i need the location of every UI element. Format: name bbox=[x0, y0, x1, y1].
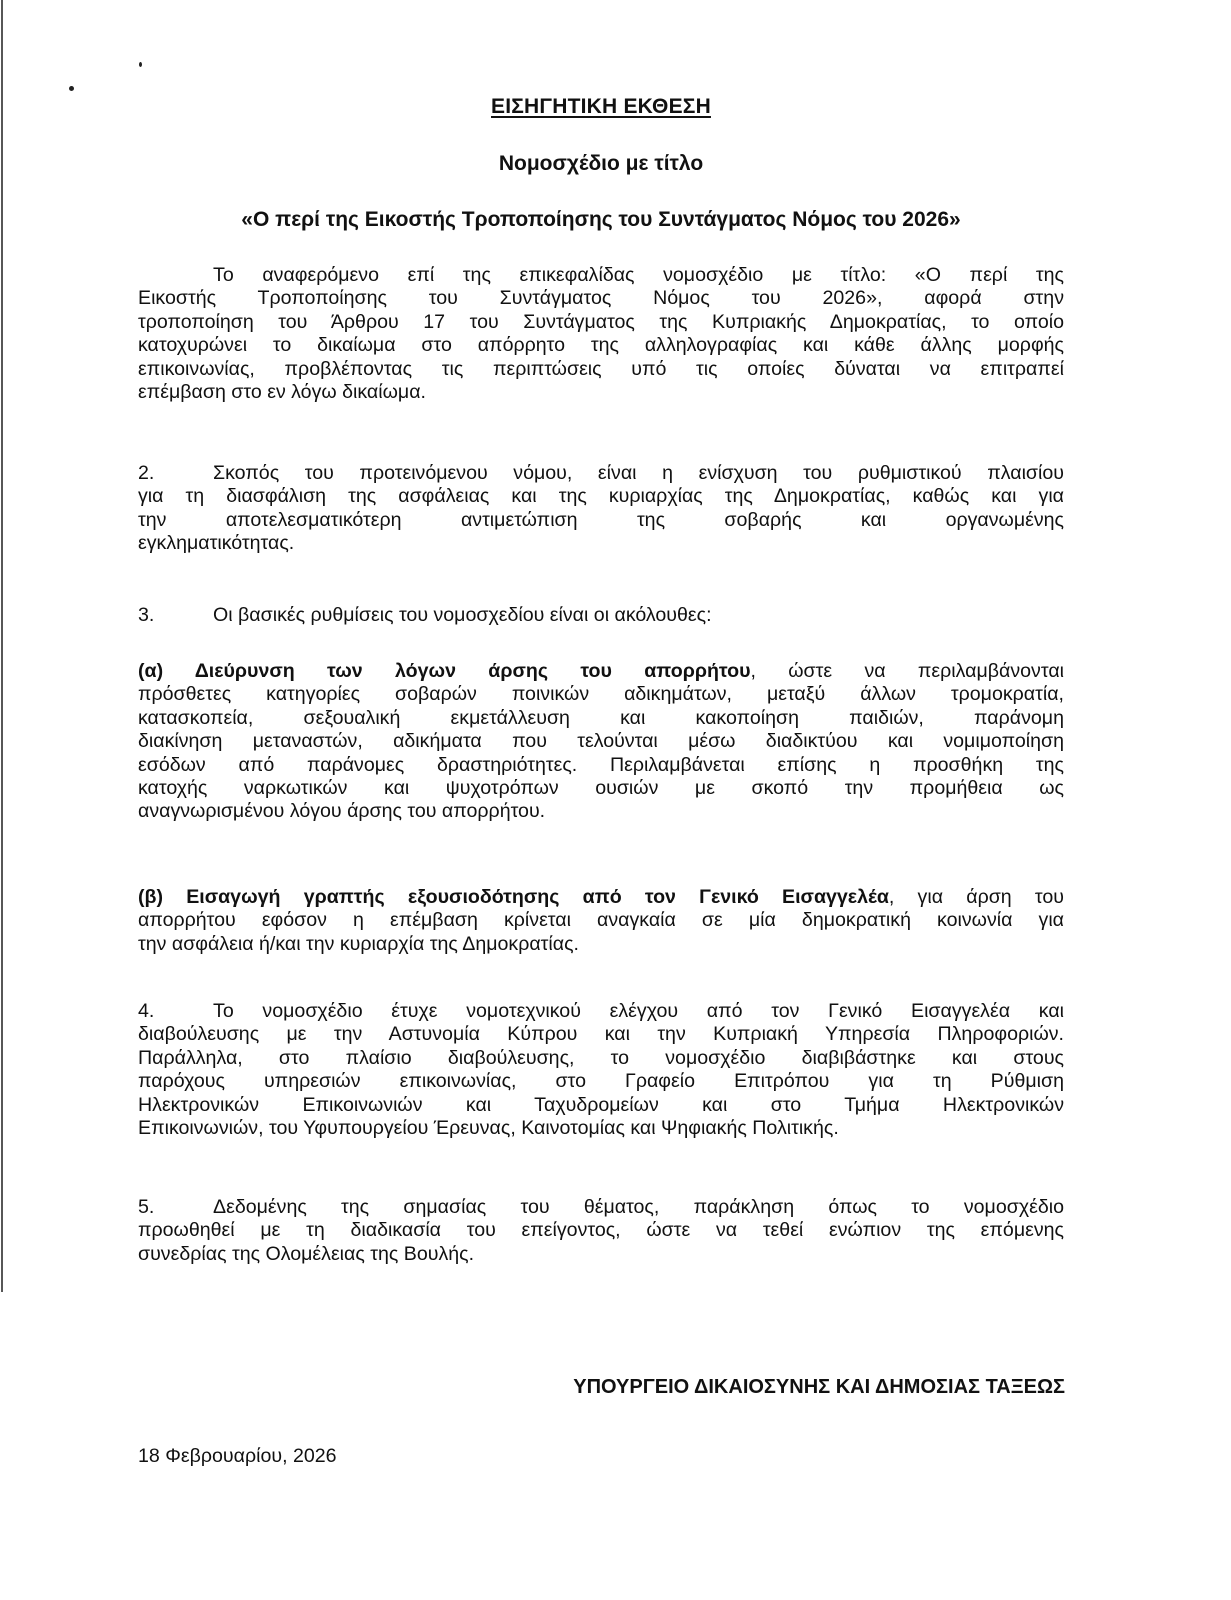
document-subheading: Νομοσχέδιο με τίτλο bbox=[498, 152, 704, 175]
subparagraph-a-lead: (α) Διεύρυνση των λόγων άρσης του απορρήτου bbox=[138, 660, 751, 682]
scan-speck bbox=[69, 86, 74, 91]
paragraph-line: παρόχους υπηρεσιών επικοινωνίας, στο Γραφείο Επιτρόπου για τη Ρύθμιση bbox=[138, 1070, 1064, 1093]
paragraph-line-text: Σκοπός του προτεινόμενου νόμου, είναι η ενίσχυση του ρυθμιστικού πλαισίου bbox=[213, 462, 1064, 484]
paragraph-line-text: , για άρση του bbox=[888, 886, 1064, 908]
subparagraph-b bbox=[138, 886, 1064, 956]
document-heading: ΕΙΣΗΓΗΤΙΚΗ ΕΚΘΕΣΗ bbox=[491, 95, 711, 118]
paragraph-line: για τη διασφάλιση της ασφάλειας και της κυριαρχίας της Δημοκρατίας, καθώς και για bbox=[138, 485, 1064, 508]
paragraph-line bbox=[138, 1000, 1064, 1023]
paragraph-line: Ηλεκτρονικών Επικοινωνιών και Ταχυδρομείων και στο Τμήμα Ηλεκτρονικών bbox=[138, 1093, 1064, 1116]
ministry-signature: ΥΠΟΥΡΓΕΙΟ ΔΙΚΑΙΟΣΥΝΗΣ ΚΑΙ ΔΗΜΟΣΙΑΣ ΤΑΞΕΩΣ bbox=[573, 1376, 1065, 1398]
paragraph-2 bbox=[138, 462, 1064, 556]
paragraph-line: Εικοστής Τροποποίησης του Συντάγματος Νόμος του 2026», αφορά στην bbox=[138, 287, 1064, 310]
scan-speck bbox=[139, 62, 142, 67]
paragraph-line bbox=[138, 604, 1064, 627]
paragraph-line: κατοχής ναρκωτικών και ψυχοτρόπων ουσιών με σκοπό την προμήθεια ως bbox=[138, 776, 1064, 799]
paragraph-line: Το αναφερόμενο επί της επικεφαλίδας νομοσχέδιο με τίτλο: «Ο περί της bbox=[213, 264, 1064, 286]
paragraph-line: διαβούλευσης με την Αστυνομία Κύπρου και την Κυπριακή Υπηρεσία Πληροφοριών. bbox=[138, 1023, 1064, 1046]
paragraph-4 bbox=[138, 1000, 1064, 1140]
paragraph-line-text: , ώστε να περιλαμβάνονται bbox=[750, 660, 1064, 682]
paragraph-line: κατοχυρώνει το δικαίωμα στο απόρρητο της αλληλογραφίας και κάθε άλλης μορφής bbox=[138, 334, 1064, 357]
paragraph-line: απορρήτου εφόσον η επέμβαση κρίνεται αναγκαία σε μία δημοκρατική κοινωνία για bbox=[138, 909, 1064, 932]
paragraph-line: Παράλληλα, στο πλαίσιο διαβούλευσης, το νομοσχέδιο διαβιβάστηκε και στους bbox=[138, 1046, 1064, 1069]
paragraph-line: διακίνηση μεταναστών, αδικήματα που τελούνται μέσω διαδικτύου και νομιμοποίηση bbox=[138, 730, 1064, 753]
paragraph-line-text: Το νομοσχέδιο έτυχε νομοτεχνικού ελέγχου από τον Γενικό Εισαγγελέα και bbox=[213, 1000, 1064, 1022]
paragraph-number: 4. bbox=[138, 1000, 155, 1022]
bill-title: «Ο περί της Εικοστής Τροποποίησης του Συντάγματος Νόμος του 2026» bbox=[241, 208, 961, 231]
paragraph-3 bbox=[138, 604, 1064, 627]
paragraph-number: 5. bbox=[138, 1196, 155, 1218]
paragraph-line: Επικοινωνιών, του Υφυπουργείου Έρευνας, Καινοτομίας και Ψηφιακής Πολιτικής. bbox=[138, 1116, 839, 1139]
paragraph-line: προωθηθεί με τη διαδικασία του επείγοντος, ώστε να τεθεί ενώπιον της επόμενης bbox=[138, 1219, 1064, 1242]
paragraph-line: κατασκοπεία, σεξουαλική εκμετάλλευση και κακοποίηση παιδιών, παράνομη bbox=[138, 706, 1064, 729]
paragraph-line-text: Οι βασικές ρυθμίσεις του νομοσχεδίου είναι οι ακόλουθες: bbox=[213, 604, 712, 626]
paragraph-number: 3. bbox=[138, 604, 155, 626]
paragraph-line: εγκληματικότητας. bbox=[138, 532, 295, 555]
paragraph-line: την ασφάλεια ή/και την κυριαρχία της Δημοκρατίας. bbox=[138, 932, 579, 955]
paragraph-line: αναγνωρισμένου λόγου άρσης του απορρήτου. bbox=[138, 800, 546, 823]
paragraph-1 bbox=[138, 264, 1064, 404]
paragraph-line bbox=[138, 660, 1064, 683]
paragraph-line: τροποποίηση του Άρθρου 17 του Συντάγματος της Κυπριακής Δημοκρατίας, το οποίο bbox=[138, 310, 1064, 333]
paragraph-line bbox=[138, 886, 1064, 909]
document-date: 18 Φεβρουαρίου, 2026 bbox=[138, 1445, 337, 1467]
paragraph-line bbox=[138, 462, 1064, 485]
paragraph-5 bbox=[138, 1196, 1064, 1266]
paragraph-line: επικοινωνίας, προβλέποντας τις περιπτώσεις υπό τις οποίες δύναται να επιτραπεί bbox=[138, 357, 1064, 380]
paragraph-line: την αποτελεσματικότερη αντιμετώπιση της σοβαρής και οργανωμένης bbox=[138, 508, 1064, 531]
paragraph-number: 2. bbox=[138, 462, 155, 484]
paragraph-line: εσόδων από παράνομες δραστηριότητες. Περιλαμβάνεται επίσης η προσθήκη της bbox=[138, 753, 1064, 776]
paragraph-line bbox=[138, 1196, 1064, 1219]
subparagraph-b-lead: (β) Εισαγωγή γραπτής εξουσιοδότησης από τον Γενικό Εισαγγελέα bbox=[138, 886, 889, 908]
subparagraph-a bbox=[138, 660, 1064, 824]
paragraph-line: συνεδρίας της Ολομέλειας της Βουλής. bbox=[138, 1242, 475, 1265]
paragraph-line-text: Δεδομένης της σημασίας του θέματος, παράκληση όπως το νομοσχέδιο bbox=[213, 1196, 1064, 1218]
paragraph-line: πρόσθετες κατηγορίες σοβαρών ποινικών αδικημάτων, μεταξύ άλλων τρομοκρατία, bbox=[138, 683, 1064, 706]
scan-edge-artifact bbox=[1, 0, 3, 1292]
paragraph-line: επέμβαση στο εν λόγω δικαίωμα. bbox=[138, 380, 426, 403]
